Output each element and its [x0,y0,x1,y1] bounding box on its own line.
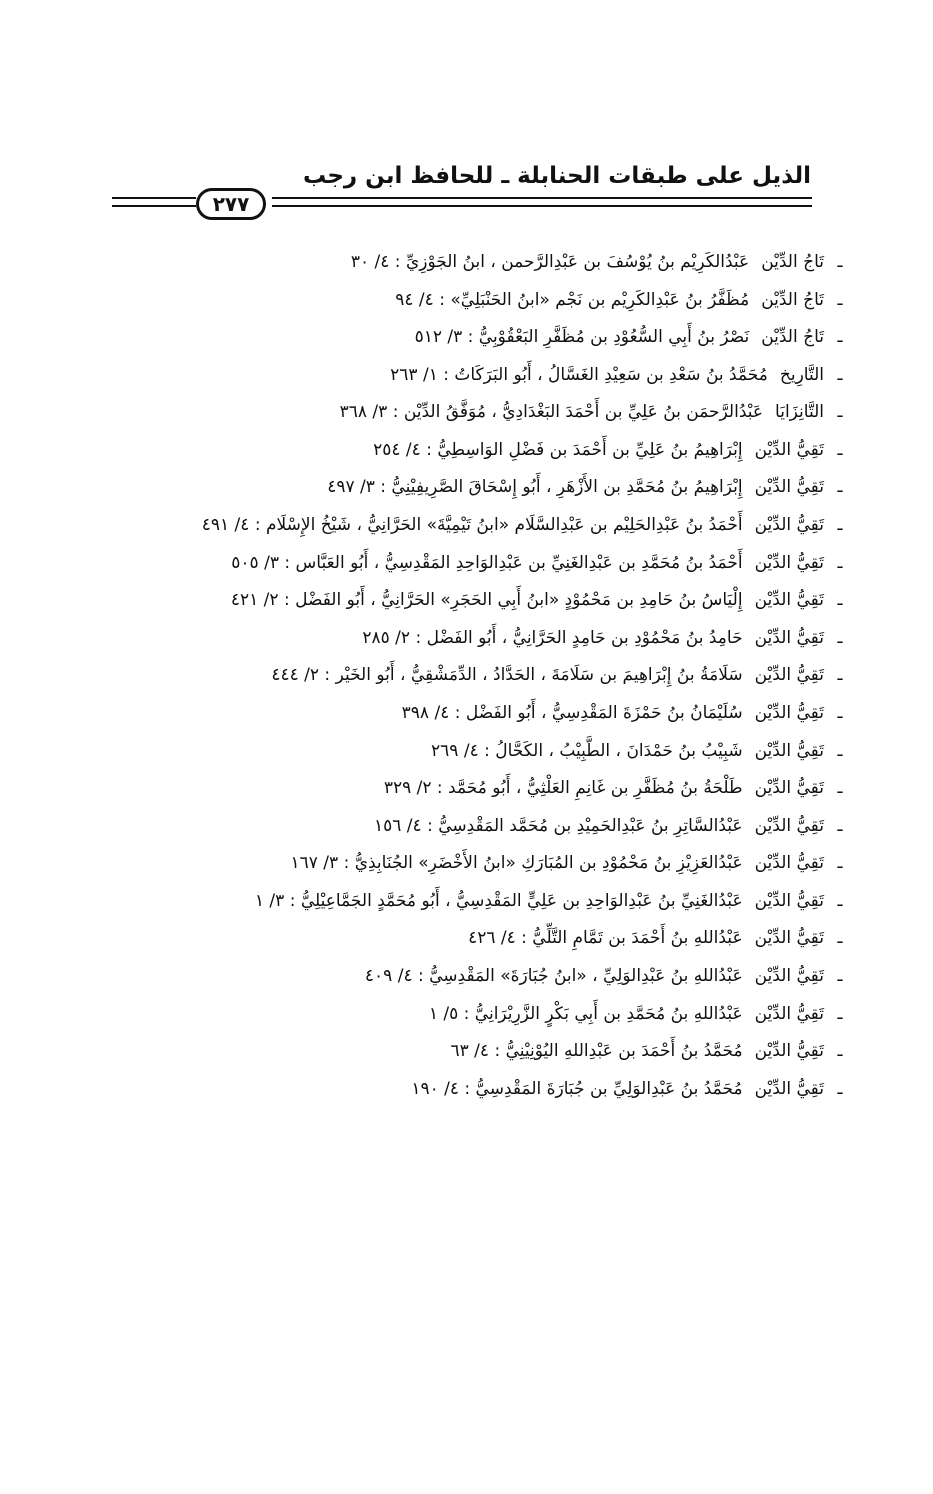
entry-dash: ـ [837,778,843,799]
entry-dash: ـ [837,965,843,986]
entry-laqab: تَقِيُّ الدِّيْن [754,853,824,874]
index-entry [48,319,848,357]
entry-laqab: تَقِيُّ الدِّيْن [754,965,824,986]
entry-dash: ـ [837,1003,843,1024]
entry-dash: ـ [837,289,843,310]
index-entry [48,469,848,507]
entry-text: أَحْمَدُ بنُ مُحَمَّدِ بن عَبْدِالغَنِيِّ بن عَبْدِالوَاحِدِ المَقْدِسِيُّ ، أَبُو العَبَّاس : ٣/ ٥٠٥ [231,552,743,573]
index-entry [48,545,848,583]
entry-laqab: تَقِيُّ الدِّيْن [754,702,824,723]
entry-laqab: تَقِيُّ الدِّيْن [754,665,824,686]
index-entry [48,845,848,883]
entry-text: عَبْدُالكَرِيْم بنُ يُوْسُفَ بن عَبْدِالرَّحمن ، ابنُ الجَوْزِيِّ : ٤/ ٣٠ [350,252,750,272]
header-rule-right-lower [272,205,812,207]
index-entry [48,657,848,695]
entry-text: عَبْدُالغَنِيِّ بنُ عَبْدِالوَاحِدِ بن عَلِيٍّ المَقْدِسِيُّ ، أَبُو مُحَمَّدٍ الجَمَّاعِيْلِيُّ : ٣/ ١ [254,890,743,911]
entry-text: سُلَيْمَانُ بنُ حَمْزَةَ المَقْدِسِيُّ ، أَبُو الفَضْل : ٤/ ٣٩٨ [401,702,743,723]
entry-dash: ـ [837,627,843,648]
entry-laqab: تَقِيُّ الدِّيْن [754,439,824,460]
index-entry [48,1033,848,1071]
header-rule-right-upper [272,197,812,199]
entry-text: نَصْرُ بنُ أَبِي السُّعُوْدِ بن مُظَفَّرِ البَعْقُوْبِيُّ : ٣/ ٥١٢ [414,327,750,348]
index-entry [48,282,848,320]
entry-laqab: التَّانِزَايَا [775,402,824,423]
index-entry-list [48,244,848,1108]
entry-dash: ـ [837,890,843,911]
entry-text: عَبْدُاللهِ بنُ عَبْدِالوَلِيِّ ، «ابنُ جُبَارَةَ» المَقْدِسِيُّ : ٤/ ٤٠٩ [364,965,743,986]
index-entry [48,996,848,1034]
entry-text: مُحَمَّدُ بنُ عَبْدِالوَلِيِّ بن جُبَارَةَ المَقْدِسِيُّ : ٤/ ١٩٠ [411,1078,743,1099]
header-rule-left-upper [112,197,196,199]
entry-text: سَلَامَةُ بنُ إِبْرَاهِيمَ بن سَلَامَةَ ، الحَدَّادُ ، الدِّمَشْقِيُّ ، أَبُو الخَيْر : ٢/ ٤٤٤ [271,665,743,686]
entry-laqab: تَقِيُّ الدِّيْن [754,590,824,611]
entry-dash: ـ [837,1078,843,1099]
entry-laqab: تَاجُ الدِّيْن [761,252,824,272]
entry-laqab: التَّارِيخ [779,364,824,385]
entry-laqab: تَقِيُّ الدِّيْن [754,890,824,911]
index-entry [48,432,848,470]
entry-laqab: تَقِيُّ الدِّيْن [754,778,824,799]
entry-dash: ـ [837,477,843,498]
entry-text: إِبْرَاهِيمُ بنُ عَلِيِّ بن أَحْمَدَ بن فَضْلِ الوَاسِطِيُّ : ٤/ ٢٥٤ [373,439,743,460]
index-entry [48,1071,848,1109]
index-entry [48,733,848,771]
entry-dash: ـ [837,364,843,385]
entry-laqab: تَقِيُّ الدِّيْن [754,477,824,498]
entry-text: أَحْمَدُ بنُ عَبْدِالحَلِيْم بن عَبْدِالسَّلَام «ابنُ تَيْمِيَّةَ» الحَرَّانِيُّ ، شَيْخُ الإِسْلَام : ٤/ ٤٩١ [201,515,743,536]
entry-text: مُحَمَّدُ بنُ أَحْمَدَ بن عَبْدِاللهِ اليُوْنِيْنِيُّ : ٤/ ٦٣ [450,1041,743,1062]
entry-text: مُحَمَّدُ بنُ سَعْدِ بن سَعِيْدِ الغَسَّالُ ، أَبُو البَرَكَاتُ : ١/ ٢٦٣ [390,364,768,385]
entry-dash: ـ [837,515,843,536]
entry-laqab: تَاجُ الدِّيْن [761,289,824,310]
entry-laqab: تَقِيُّ الدِّيْن [754,1003,824,1024]
running-header-title: الذيل على طبقات الحنابلة ـ للحافظ ابن رجب [302,163,811,189]
entry-text: عَبْدُالعَزِيْزِ بنُ مَحْمُوْدِ بن المُبَارَكِ «ابنُ الأَخْضَرِ» الجُنَابِذِيُّ : ٣/ ١٦٧ [290,853,743,874]
entry-dash: ـ [837,252,843,272]
index-entry [48,808,848,846]
entry-text: إِلْيَاسُ بنُ حَامِدِ بن مَحْمُوْدٍ «ابنُ أَبِي الحَجَرِ» الحَرَّانِيُّ ، أَبُو الفَضْل : ٢/ ٤٢١ [230,590,743,611]
entry-laqab: تَقِيُّ الدِّيْن [754,627,824,648]
entry-text: مُظَفَّرُ بنُ عَبْدِالكَرِيْم بن نَجْم «ابنُ الحَنْبَلِيِّ» : ٤/ ٩٤ [395,289,750,310]
entry-text: حَامِدُ بنُ مَحْمُوْدِ بن حَامِدٍ الحَرَّانِيُّ ، أَبُو الفَضْل : ٢/ ٢٨٥ [362,627,743,648]
entry-laqab: تَقِيُّ الدِّيْن [754,1078,824,1099]
index-entry [48,920,848,958]
index-entry [48,695,848,733]
index-entry [48,582,848,620]
index-entry [48,883,848,921]
entry-dash: ـ [837,402,843,423]
index-entry [48,394,848,432]
entry-text: عَبْدُالرَّحمَن بنُ عَلِيِّ بن أَحْمَدَ البَغْدَادِيُّ ، مُوَفَّقُ الدِّيْن : ٣/ ٣٦٨ [339,402,764,423]
entry-dash: ـ [837,665,843,686]
entry-laqab: تَقِيُّ الدِّيْن [754,928,824,949]
entry-dash: ـ [837,439,843,460]
entry-text: طَلْحَةُ بنُ مُظَفَّرِ بن غَانِمِ العَلْثِيُّ ، أَبُو مُحَمَّد : ٢/ ٣٢٩ [383,778,743,799]
entry-text: عَبْدُاللهِ بنُ مُحَمَّدِ بن أَبِي بَكْرٍ الزَّرِيْرَانِيُّ : ٥/ ١ [428,1003,743,1024]
entry-dash: ـ [837,552,843,573]
entry-dash: ـ [837,590,843,611]
entry-dash: ـ [837,1041,843,1062]
index-entry [48,958,848,996]
entry-dash: ـ [837,853,843,874]
entry-text: عَبْدُالسَّاتِرِ بنُ عَبْدِالحَمِيْدِ بن مُحَمَّد المَقْدِسِيُّ : ٤/ ١٥٦ [373,815,743,836]
index-entry [48,357,848,395]
entry-laqab: تَقِيُّ الدِّيْن [754,515,824,536]
header-rule-left-lower [112,205,196,207]
index-entry [48,244,848,282]
entry-dash: ـ [837,327,843,348]
entry-laqab: تَقِيُّ الدِّيْن [754,1041,824,1062]
entry-dash: ـ [837,928,843,949]
entry-laqab: تَاجُ الدِّيْن [761,327,824,348]
index-entry [48,507,848,545]
page-number-badge: ٢٧٧ [196,188,266,220]
entry-dash: ـ [837,740,843,761]
entry-laqab: تَقِيُّ الدِّيْن [754,815,824,836]
entry-text: إِبْرَاهِيمُ بنُ مُحَمَّدِ بن الأَزْهَرِ ، أَبُو إِسْحَاقَ الصَّرِيفِيْنِيُّ : ٣/ ٤٩٧ [327,477,743,498]
entry-text: عَبْدُاللهِ بنُ أَحْمَدَ بن تَمَّامِ التَّلِّيُّ : ٤/ ٤٢٦ [468,928,743,949]
index-entry [48,770,848,808]
entry-laqab: تَقِيُّ الدِّيْن [754,740,824,761]
entry-dash: ـ [837,815,843,836]
index-entry [48,620,848,658]
entry-laqab: تَقِيُّ الدِّيْن [754,552,824,573]
entry-text: شَبِيْبُ بنُ حَمْدَانَ ، الطَّبِيْبُ ، الكَحَّالُ : ٤/ ٢٦٩ [431,740,743,761]
entry-dash: ـ [837,702,843,723]
